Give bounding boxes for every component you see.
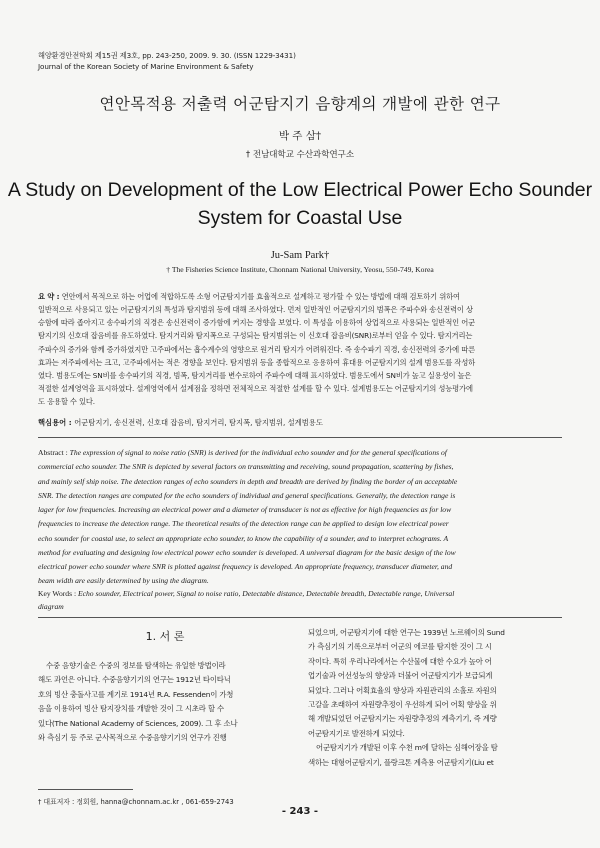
journal-citation: 해양환경안전학회 제15권 제3호, pp. 243-250, 2009. 9. 30. (ISSN 1229-3431) — [38, 51, 296, 60]
text-line: 업기술과 어선성능의 향상과 더불어 어군탐지기가 보급되게 — [308, 671, 493, 681]
english-keywords-text: diagram — [38, 602, 64, 611]
text-line: 해도 과언은 아니다. 수중음향기기의 연구는 1912년 타이타닉 — [38, 675, 231, 685]
english-title — [0, 176, 600, 232]
abstract-line: method for evaluating and designing low electrical power echo sounder is developed. A universal diagram for the basic design of the low — [38, 547, 456, 557]
divider — [38, 617, 562, 618]
abstract-line: commercial echo sounder. The SNR is depicted by several factors on transmitting and receiving, sound propagation, scattering by fishes, — [38, 462, 454, 472]
abstract-line: echo sounder for coastal use, to select an appropriate echo sounder, to know the capability of a sounder, and to interpret echograms. A — [38, 533, 449, 543]
abstract-line: 일반적으로 사용되고 있는 어군탐지기의 특성과 탐지범위 등에 대해 조사하였다. 먼저 일반적인 어군탐지기의 범폭은 주파수와 송신전력이 상 — [38, 305, 473, 315]
korean-title: 연안목적용 저출력 어군탐지기 음향계의 개발에 관한 연구 — [99, 95, 501, 113]
paragraph — [38, 659, 292, 745]
text-line: 있다(The National Academy of Sciences, 2009). 그 후 소나 — [38, 718, 238, 728]
footnote-rule — [38, 789, 133, 790]
abstract-line: 주파수의 증가와 함께 증가하였지만 고주파에서는 흡수계수의 영향으로 원거리 탐지가 어려워진다. 즉 송수파기 직경, 송신전력의 증가에 따른 — [38, 344, 476, 354]
paragraph — [308, 626, 562, 741]
abstract-line: electrical power echo sounder where SNR is plotted against frequency is developed. An appropriate frequency, transducer diameter, and — [38, 562, 453, 571]
abstract-line: 적절한 설계영역을 표시하였다. 설계영역에서 설계점을 정하면 전체적으로 적절한 설계를 할 수 있다. 설계범용도는 어군탐지기의 성능평가에 — [38, 384, 473, 394]
korean-abstract — [38, 290, 562, 408]
footnote: † 대표저자 : 정회원, hanna@chonnam.ac.kr , 061-659-2743 — [38, 798, 234, 806]
section-heading: 1. 서 론 — [145, 630, 185, 643]
journal-name: Journal of the Korean Society of Marine Environment & Safety — [38, 61, 254, 71]
divider — [38, 437, 562, 438]
english-title-line: System for Coastal Use — [197, 207, 403, 229]
abstract-line: 효과는 저주파에서는 크고, 고주파에서는 적은 경향을 보인다. 탐지범위 등을 종합적으로 응용하여 휴대용 어군탐지기의 설계 범용도를 작성하 — [38, 357, 476, 367]
abstract-line: and mainly self ship noise. The detection ranges of echo sounders in depth and breadth are derived by finding the border of an acceptable — [38, 476, 458, 486]
text-line: 음을 이용하여 빙산 탐지장치를 개발한 것이 그 시초라 할 수 — [38, 704, 224, 714]
text-line: 어군탐지기로 발전하게 되었다. — [308, 728, 405, 738]
english-abstract — [38, 446, 562, 589]
abstract-line: lager for low frequencies. Increasing an electrical power and a diameter of transducer is not as effective for high frequencies as for low — [38, 505, 452, 514]
body-column-right — [308, 626, 562, 770]
journal-info — [38, 51, 296, 72]
abstract-line: 였다. 범용도에는 SN비를 송수파기의 직경, 빔폭, 탐지거리를 변수로하여 주파수에 대해 표시하였다. 범용도에서 SN비가 높고 실용성이 높은 — [38, 370, 472, 380]
text-line: 색하는 대형어군탐지기, 플랑크톤 계측용 어군탐지기(Liu et — [308, 757, 494, 767]
text-line: 해 개발되었던 어군탐지기는 자원량추정의 계측기기, 즉 계량 — [308, 714, 497, 724]
text-line: 고갈을 초래하여 자원량추정이 우선하게 되어 어획 향상을 위 — [308, 700, 497, 710]
text-line: 호의 빙산 충돌사고를 계기로 1914년 R.A. Fessenden이 가청 — [38, 689, 234, 699]
korean-author: 박 주 삼† — [278, 130, 322, 142]
text-line: 와 측심기 등 주로 군사목적으로 수중음향기기의 연구가 진행 — [38, 733, 227, 743]
english-title-line: A Study on Development of the Low Electrical Power Echo Sounder — [7, 179, 593, 201]
english-affiliation: † The Fisheries Science Institute, Chonnam National University, Yeosu, 550-749, Korea — [166, 265, 434, 274]
abstract-line: 승함에 따라 좁아지고 송수파기의 직경은 송신전력이 증가함에 커지는 경향을 보였다. 이 특성을 이용하여 상업적으로 사용되는 일반적인 어군 — [38, 318, 476, 328]
korean-affiliation: † 전남대학교 수산과학연구소 — [245, 150, 355, 160]
abstract-line: SNR. The detection ranges are computed for the echo sounders of individual and general specifications. Generally, the detection range is — [38, 490, 456, 500]
english-keywords: Key Words : Echo sounder, Electrical power, Signal to noise ratio, Detectable distance, Detectable breadth, Detectable range, Universal diagram — [38, 587, 562, 613]
korean-keywords — [38, 418, 562, 428]
body-column-left — [38, 659, 292, 745]
text-line: 수중 음향기술은 수중의 정보를 탐색하는 유일한 방법이라 — [46, 661, 226, 670]
english-keywords-label: Key Words : — [38, 589, 78, 598]
text-line: 어군탐지기가 개발된 이후 수천 m에 달하는 심해어장을 탐 — [316, 743, 498, 753]
english-author: Ju-Sam Park† — [270, 250, 330, 261]
korean-keywords-label: 핵심용어 : — [38, 418, 75, 427]
abstract-line: 도 응용할 수 있다. — [38, 397, 95, 407]
abstract-line: beam width are easily determined by using the diagram. — [38, 576, 209, 586]
english-abstract-label: Abstract : — [38, 448, 70, 457]
korean-abstract-label: 요 약 : — [38, 292, 62, 301]
text-line: 가 측심기의 기록으로부터 어군의 에코를 탐지한 것이 그 시 — [308, 642, 492, 652]
abstract-line: 탐지기의 신호대 잡음비를 유도하였다. 탐지거리와 탐지폭으로 구성되는 탐지범위는 이 신호대 잡음비(SNR)로부터 얻을 수 있다. 탐지거리는 — [38, 331, 473, 341]
text-line: 되었으며, 어군탐지기에 대한 연구는 1939년 노르웨이의 Sund — [308, 628, 505, 637]
abstract-line: 요 약 : 연안에서 목적으로 하는 어업에 적합하도록 소형 어군탐지기를 효율적으로 설계하고 평가할 수 있는 방법에 대해 검토하기 위하여 — [38, 292, 460, 301]
page-number: - 243 - — [281, 806, 319, 817]
abstract-line: frequencies to increase the detection range. The theoretical results of the detection range can be applied to design low electrical power — [38, 519, 449, 529]
paragraph — [308, 741, 562, 770]
text-line: 되었다. 그러나 어획효율의 향상과 자원관리의 소홀로 자원의 — [308, 685, 497, 695]
text-line: 작이다. 특히 우리나라에서는 수산물에 대한 수요가 높아 어 — [308, 656, 492, 666]
abstract-line: Abstract : The expression of signal to noise ratio (SNR) is derived for the individual echo sounder and for the general specifications of — [38, 448, 447, 457]
korean-keywords-text: 어군탐지기, 송신전력, 신호대 잡음비, 탐지거리, 탐지폭, 탐지범위, 설계범용도 — [74, 418, 323, 427]
